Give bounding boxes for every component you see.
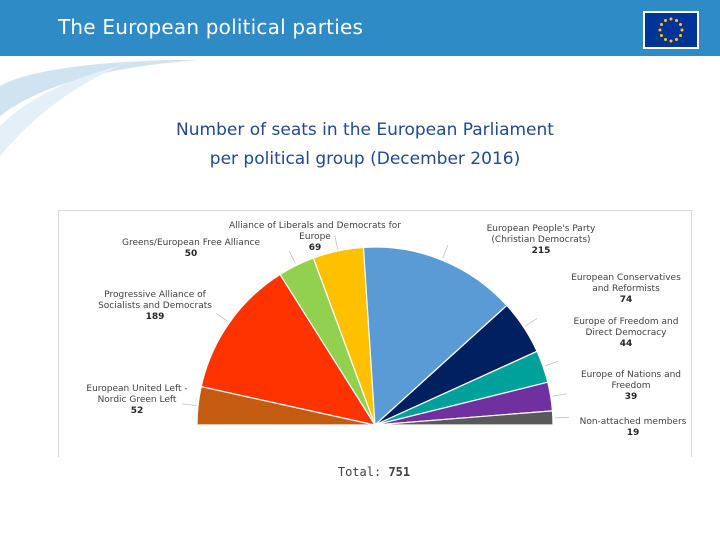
slice-label: Nordic Green Left — [97, 395, 177, 405]
slice-label: Greens/European Free Alliance — [121, 238, 261, 248]
slice-label: European Conservatives — [571, 273, 681, 283]
leader-line — [289, 251, 295, 264]
slice-value-label: 69 — [308, 243, 322, 253]
slice-label: Europe — [299, 232, 331, 242]
slice-value-label: 44 — [619, 339, 633, 349]
leader-line — [443, 245, 448, 258]
slice-label: and Reformists — [592, 284, 660, 294]
total-value: 751 — [388, 465, 411, 479]
slice-label: Europe of Freedom and — [573, 317, 679, 327]
flag-star — [659, 29, 662, 32]
slice-value-label: 215 — [531, 246, 551, 256]
chart-title-line2: per political group (December 2016) — [209, 149, 521, 169]
flag-star — [670, 18, 673, 21]
slice-value-label: 52 — [130, 406, 144, 416]
flag-star — [670, 40, 673, 43]
flag-star — [679, 23, 682, 26]
leader-line — [553, 394, 567, 396]
header-bar — [0, 0, 720, 56]
slice-value-label: 74 — [619, 295, 633, 305]
slice-label: Socialists and Democrats — [98, 301, 212, 311]
slice-label: Non-attached members — [579, 417, 687, 427]
page-title: The European political parties — [58, 15, 364, 39]
slice-value-label: 19 — [626, 428, 640, 438]
slice-label: Europe of Nations and — [580, 370, 682, 380]
flag-star — [679, 34, 682, 37]
total-label: Total: — [337, 465, 382, 479]
leader-line — [525, 318, 537, 326]
flag-star — [675, 38, 678, 41]
leader-line — [555, 417, 569, 418]
flag-star — [664, 38, 667, 41]
leader-line — [182, 404, 196, 406]
flag-star — [681, 29, 684, 32]
slice-label: European People's Party — [486, 224, 596, 234]
slice-label: European United Left - — [86, 384, 188, 394]
seat-chart — [59, 211, 691, 457]
flag-star — [660, 23, 663, 26]
leader-line — [335, 235, 338, 249]
leader-line — [545, 361, 558, 366]
total-seats — [0, 465, 720, 479]
slice-value-label: 50 — [184, 249, 198, 259]
leader-line — [216, 313, 228, 321]
slice-label: Alliance of Liberals and Democrats for — [229, 221, 401, 231]
slice-value-label: 39 — [624, 392, 638, 402]
slice-label: Progressive Alliance of — [104, 290, 206, 300]
flag-star — [660, 34, 663, 37]
slice-label: Freedom — [611, 381, 651, 391]
slice-label: Direct Democracy — [585, 328, 667, 338]
slice-value-label: 189 — [145, 312, 165, 322]
chart-title-line1: Number of seats in the European Parliament — [176, 120, 554, 140]
flag-star — [675, 19, 678, 22]
flag-star — [664, 19, 667, 22]
eu-flag-icon — [643, 11, 699, 49]
slice-label: (Christian Democrats) — [491, 235, 591, 245]
chart-area — [58, 210, 692, 457]
